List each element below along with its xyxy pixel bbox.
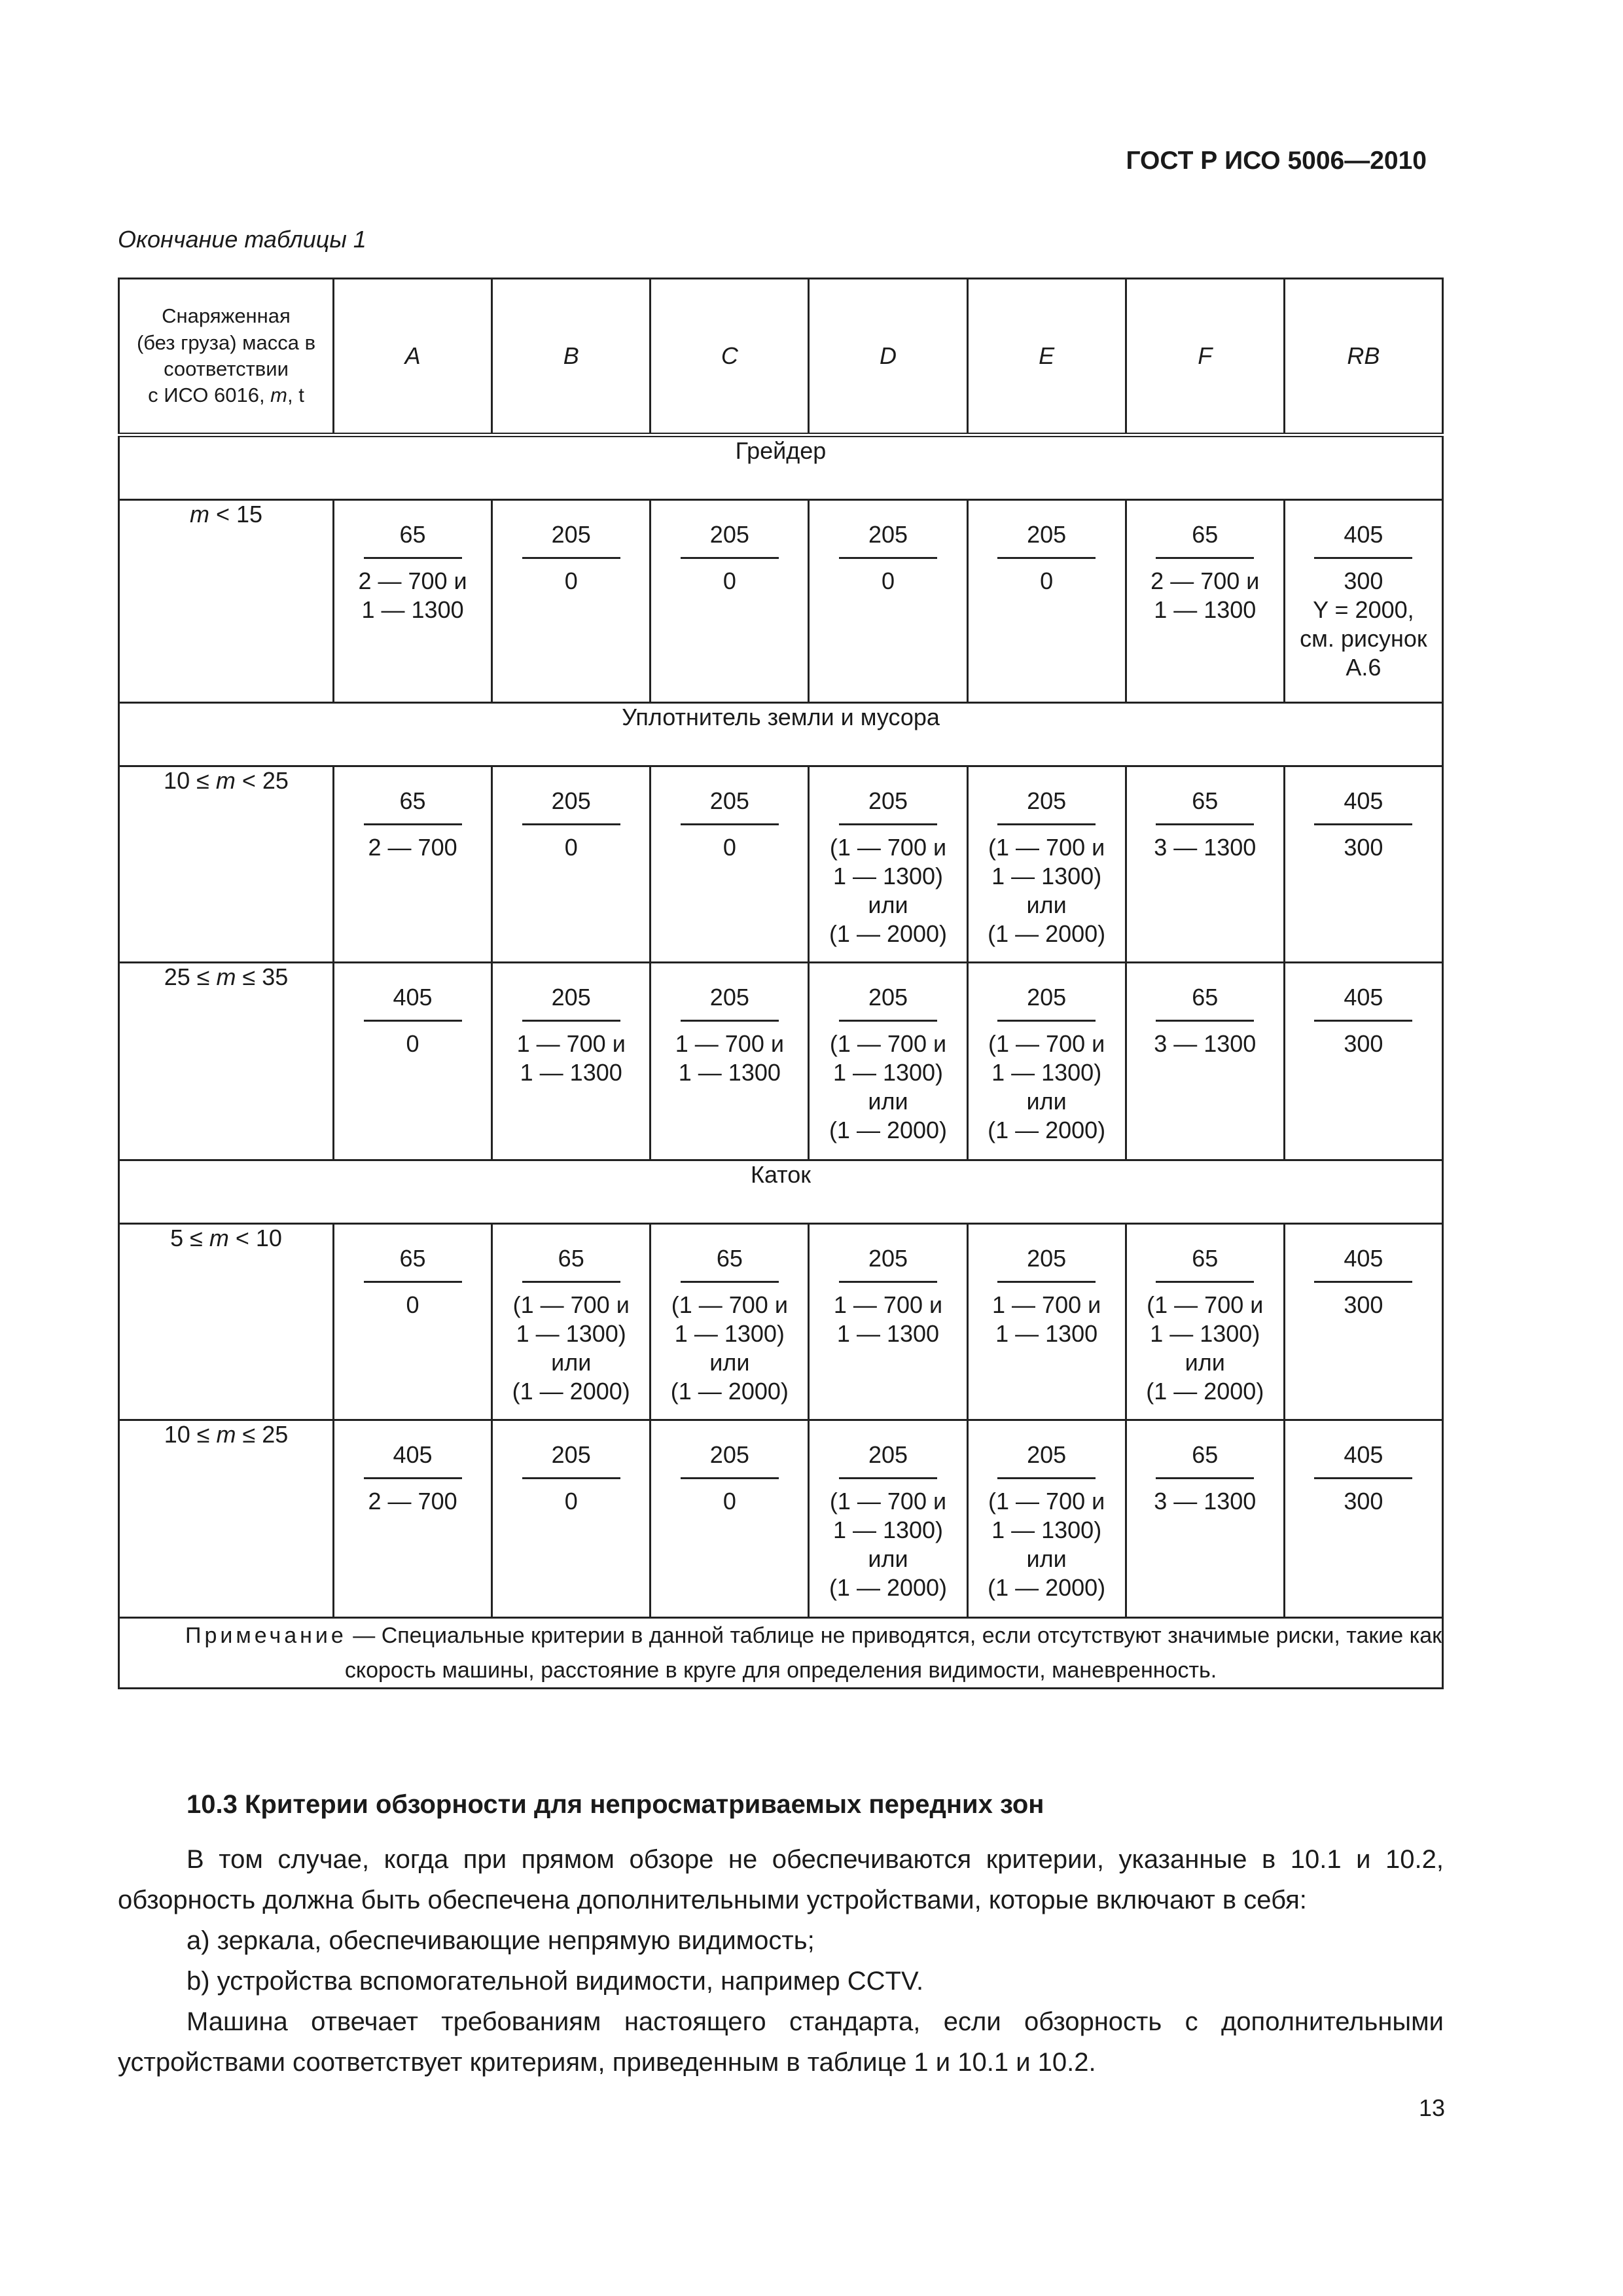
document-code: ГОСТ Р ИСО 5006—2010 xyxy=(1126,147,1427,175)
criteria-cell xyxy=(492,1420,651,1618)
criteria-numerator: 65 xyxy=(364,520,462,559)
section-title: Каток xyxy=(119,1160,1443,1224)
criteria-numerator: 65 xyxy=(522,1244,620,1283)
criteria-cell xyxy=(809,1224,967,1420)
criteria-denominator-line: 1 — 700 и xyxy=(992,1291,1101,1318)
section-row xyxy=(119,1160,1443,1224)
criteria-denominator-line: 0 xyxy=(1040,567,1054,594)
criteria-numerator: 405 xyxy=(364,1441,462,1479)
criteria-denominator-line: 300 xyxy=(1344,1487,1383,1515)
criteria-numerator: 205 xyxy=(681,787,779,825)
criteria-cell xyxy=(1126,1224,1284,1420)
table-row xyxy=(119,1224,1443,1420)
criteria-numerator: 205 xyxy=(839,983,937,1022)
mass-cell: 10 ≤ m < 25 xyxy=(119,766,334,963)
criteria-denominator-line: или xyxy=(868,1545,908,1572)
criteria-cell xyxy=(809,766,967,963)
table-row xyxy=(119,500,1443,703)
criteria-denominator-line: (1 — 2000) xyxy=(988,1573,1106,1601)
criteria-cell xyxy=(492,766,651,963)
criteria-denominator-line: 1 — 1300 xyxy=(361,596,464,623)
mass-cell: m < 15 xyxy=(119,500,334,703)
section-title: Грейдер xyxy=(119,435,1443,500)
criteria-denominator-line: см. рисунок xyxy=(1300,624,1427,652)
criteria-denominator-line: или xyxy=(1026,1087,1067,1115)
criteria-numerator: 405 xyxy=(1314,1244,1412,1283)
criteria-numerator: 405 xyxy=(1314,983,1412,1022)
list-item-b: b) устройства вспомогательной видимости, например CCTV. xyxy=(187,1967,924,1996)
criteria-denominator-line: 2 — 700 xyxy=(368,1487,457,1515)
criteria-denominator-line: (1 — 2000) xyxy=(1146,1377,1264,1405)
criteria-numerator: 205 xyxy=(839,787,937,825)
criteria-cell xyxy=(334,500,492,703)
criteria-numerator: 65 xyxy=(681,1244,779,1283)
criteria-denominator-line: или xyxy=(868,891,908,918)
table-body xyxy=(119,435,1443,1618)
criteria-numerator: 405 xyxy=(1314,1441,1412,1479)
criteria-denominator-line: (1 — 700 и xyxy=(1147,1291,1264,1318)
criteria-numerator: 205 xyxy=(839,520,937,559)
criteria-denominator-line: 1 — 1300 xyxy=(995,1319,1098,1347)
criteria-denominator-line: 2 — 700 и xyxy=(358,567,467,594)
criteria-denominator-line: (1 — 2000) xyxy=(829,1573,948,1601)
criteria-cell xyxy=(1284,500,1442,703)
criteria-denominator-line: Y = 2000, xyxy=(1313,596,1414,623)
table-note xyxy=(119,1618,1443,1689)
table-caption: Окончание таблицы 1 xyxy=(118,226,366,253)
criteria-cell xyxy=(334,766,492,963)
criteria-denominator-line: 1 — 700 и xyxy=(516,1030,626,1057)
criteria-cell xyxy=(1126,766,1284,963)
mass-cell: 5 ≤ m < 10 xyxy=(119,1224,334,1420)
criteria-denominator-line: 0 xyxy=(722,1487,736,1515)
paragraph-2: Машина отвечает требованиям настоящего стандарта, если обзорность с дополнительными устройствами соответствует критериям, приведенным в таблице 1 и 10.1 и 10.2. xyxy=(118,2007,1444,2077)
criteria-numerator: 205 xyxy=(997,1441,1096,1479)
header-col-rb: RB xyxy=(1284,279,1442,435)
paragraph-1: В том случае, когда при прямом обзоре не обеспечиваются критерии, указанные в 10.1 и 10.2, обзорность должна быть обеспечена дополнительными устройствами, которые включают в себя: xyxy=(118,1845,1444,1914)
criteria-denominator-line: (1 — 700 и xyxy=(512,1291,630,1318)
criteria-denominator-line: 300 xyxy=(1344,833,1383,861)
criteria-denominator-line: (1 — 700 и xyxy=(829,833,947,861)
header-col-e: E xyxy=(967,279,1126,435)
criteria-denominator-line: 1 — 1300) xyxy=(1150,1319,1260,1347)
criteria-numerator: 65 xyxy=(1156,983,1254,1022)
criteria-cell xyxy=(651,1420,809,1618)
page-number: 13 xyxy=(1418,2094,1445,2121)
mass-cell: 25 ≤ m ≤ 35 xyxy=(119,963,334,1160)
criteria-numerator: 65 xyxy=(1156,787,1254,825)
criteria-denominator-line: 1 — 1300 xyxy=(1154,596,1257,623)
criteria-denominator-line: 3 — 1300 xyxy=(1154,833,1257,861)
section-row xyxy=(119,435,1443,500)
criteria-denominator-line: 1 — 1300) xyxy=(991,1058,1102,1086)
criteria-denominator-line: 0 xyxy=(406,1030,419,1057)
criteria-table xyxy=(118,278,1444,1689)
criteria-cell xyxy=(651,963,809,1160)
criteria-cell xyxy=(651,500,809,703)
criteria-denominator-line: или xyxy=(551,1348,592,1376)
criteria-denominator-line: 1 — 1300) xyxy=(832,1058,944,1086)
criteria-cell xyxy=(492,963,651,1160)
criteria-denominator-line: 1 — 1300) xyxy=(516,1319,626,1347)
criteria-denominator-line: 3 — 1300 xyxy=(1154,1487,1257,1515)
criteria-denominator-line: 0 xyxy=(564,1487,578,1515)
criteria-numerator: 65 xyxy=(1156,520,1254,559)
criteria-denominator-line: 1 — 1300 xyxy=(836,1319,940,1347)
criteria-numerator: 205 xyxy=(997,983,1096,1022)
criteria-numerator: 205 xyxy=(839,1244,937,1283)
criteria-numerator: 205 xyxy=(522,520,620,559)
criteria-cell xyxy=(334,963,492,1160)
criteria-denominator-line: 1 — 1300 xyxy=(678,1058,781,1086)
criteria-denominator-line: 2 — 700 и xyxy=(1150,567,1260,594)
criteria-cell xyxy=(492,1224,651,1420)
criteria-denominator-line: 1 — 1300 xyxy=(520,1058,622,1086)
criteria-cell xyxy=(1284,766,1442,963)
criteria-denominator-line: 300 xyxy=(1344,1030,1383,1057)
header-col-c: C xyxy=(651,279,809,435)
criteria-cell xyxy=(1284,1224,1442,1420)
criteria-denominator-line: (1 — 2000) xyxy=(670,1377,789,1405)
criteria-denominator-line: 0 xyxy=(722,567,736,594)
header-col-f: F xyxy=(1126,279,1284,435)
criteria-numerator: 205 xyxy=(681,520,779,559)
criteria-denominator-line: или xyxy=(709,1348,750,1376)
header-col-b: B xyxy=(492,279,651,435)
criteria-denominator-line: 0 xyxy=(881,567,895,594)
note-text: — Специальные критерии в данной таблице не приводятся, если отсутствуют значимые риски, такие как скорость машины, расстояние в круге для определения видимости, маневренность. xyxy=(344,1623,1442,1683)
criteria-cell xyxy=(967,1224,1126,1420)
criteria-denominator-line: (1 — 2000) xyxy=(988,1116,1106,1143)
table-header-row xyxy=(119,279,1443,435)
criteria-cell xyxy=(967,766,1126,963)
criteria-denominator-line: или xyxy=(1026,891,1067,918)
criteria-cell xyxy=(809,500,967,703)
criteria-numerator: 205 xyxy=(522,1441,620,1479)
criteria-denominator-line: (1 — 700 и xyxy=(988,1487,1105,1515)
criteria-cell xyxy=(492,500,651,703)
table-note-row xyxy=(119,1618,1443,1689)
criteria-numerator: 205 xyxy=(681,1441,779,1479)
criteria-denominator-line: (1 — 700 и xyxy=(988,833,1105,861)
section-heading: 10.3 Критерии обзорности для непросматриваемых передних зон xyxy=(187,1790,1044,1819)
note-label: Примечание xyxy=(185,1623,347,1648)
criteria-cell xyxy=(1126,1420,1284,1618)
criteria-denominator-line: (1 — 700 и xyxy=(829,1487,947,1515)
criteria-cell xyxy=(1284,963,1442,1160)
criteria-denominator-line: 300 xyxy=(1344,1291,1383,1318)
criteria-denominator-line: (1 — 2000) xyxy=(988,920,1106,947)
criteria-cell xyxy=(334,1420,492,1618)
list-item-a: a) зеркала, обеспечивающие непрямую видимость; xyxy=(187,1926,815,1955)
criteria-denominator-line: (1 — 2000) xyxy=(829,920,948,947)
criteria-numerator: 205 xyxy=(997,1244,1096,1283)
table-row xyxy=(119,1420,1443,1618)
criteria-numerator: 205 xyxy=(522,787,620,825)
criteria-numerator: 205 xyxy=(997,520,1096,559)
criteria-denominator-line: 300 xyxy=(1344,567,1383,594)
table-row xyxy=(119,963,1443,1160)
criteria-denominator-line: (1 — 700 и xyxy=(829,1030,947,1057)
criteria-cell xyxy=(651,1224,809,1420)
criteria-numerator: 205 xyxy=(997,787,1096,825)
criteria-cell xyxy=(967,1420,1126,1618)
criteria-numerator: 65 xyxy=(364,1244,462,1283)
criteria-numerator: 405 xyxy=(1314,520,1412,559)
header-mass: Снаряженная (без груза) масса в соответствии с ИСО 6016, m, t xyxy=(119,279,334,435)
section-row xyxy=(119,703,1443,766)
criteria-cell xyxy=(651,766,809,963)
criteria-numerator: 205 xyxy=(839,1441,937,1479)
section-title: Уплотнитель земли и мусора xyxy=(119,703,1443,766)
criteria-denominator-line: или xyxy=(1026,1545,1067,1572)
criteria-denominator-line: 2 — 700 xyxy=(368,833,457,861)
criteria-cell xyxy=(1284,1420,1442,1618)
criteria-cell xyxy=(1126,500,1284,703)
criteria-denominator-line: А.6 xyxy=(1346,653,1382,681)
criteria-denominator-line: (1 — 2000) xyxy=(829,1116,948,1143)
criteria-numerator: 65 xyxy=(1156,1244,1254,1283)
criteria-denominator-line: 0 xyxy=(564,833,578,861)
header-col-d: D xyxy=(809,279,967,435)
criteria-cell xyxy=(967,963,1126,1160)
criteria-denominator-line: 1 — 1300) xyxy=(991,1516,1102,1543)
criteria-denominator-line: 1 — 700 и xyxy=(675,1030,784,1057)
criteria-cell xyxy=(1126,963,1284,1160)
criteria-denominator-line: 1 — 1300) xyxy=(674,1319,785,1347)
header-col-a: A xyxy=(334,279,492,435)
criteria-numerator: 205 xyxy=(681,983,779,1022)
criteria-denominator-line: или xyxy=(868,1087,908,1115)
criteria-cell xyxy=(334,1224,492,1420)
criteria-cell xyxy=(809,1420,967,1618)
criteria-denominator-line: 1 — 1300) xyxy=(991,862,1102,889)
criteria-denominator-line: 0 xyxy=(722,833,736,861)
criteria-numerator: 65 xyxy=(1156,1441,1254,1479)
criteria-numerator: 205 xyxy=(522,983,620,1022)
criteria-denominator-line: 1 — 1300) xyxy=(832,1516,944,1543)
criteria-cell xyxy=(809,963,967,1160)
mass-cell: 10 ≤ m ≤ 25 xyxy=(119,1420,334,1618)
criteria-denominator-line: (1 — 700 и xyxy=(671,1291,788,1318)
criteria-numerator: 65 xyxy=(364,787,462,825)
criteria-denominator-line: 0 xyxy=(564,567,578,594)
criteria-denominator-line: 0 xyxy=(406,1291,419,1318)
table-row xyxy=(119,766,1443,963)
criteria-numerator: 405 xyxy=(1314,787,1412,825)
criteria-denominator-line: 1 — 1300) xyxy=(832,862,944,889)
criteria-numerator: 405 xyxy=(364,983,462,1022)
criteria-denominator-line: (1 — 2000) xyxy=(512,1377,630,1405)
criteria-denominator-line: 1 — 700 и xyxy=(833,1291,943,1318)
criteria-cell xyxy=(967,500,1126,703)
criteria-denominator-line: (1 — 700 и xyxy=(988,1030,1105,1057)
criteria-denominator-line: или xyxy=(1185,1348,1225,1376)
criteria-denominator-line: 3 — 1300 xyxy=(1154,1030,1257,1057)
